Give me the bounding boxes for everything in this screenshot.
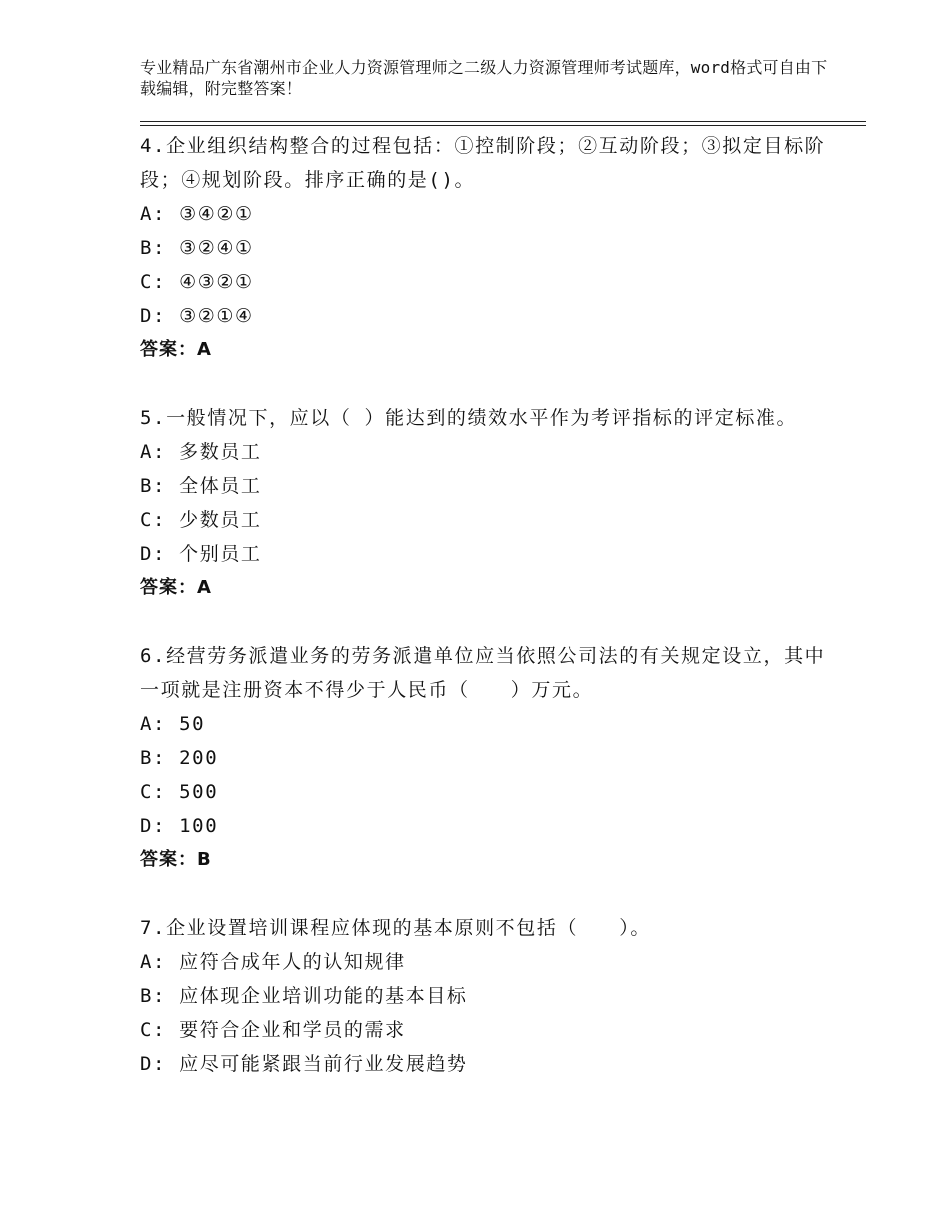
question-4 [140, 129, 840, 367]
question-5 [140, 401, 840, 605]
option-a: A: 多数员工 [140, 441, 262, 463]
option-d: D: 个别员工 [140, 543, 262, 565]
option-a: A: 50 [140, 713, 206, 735]
question-stem: 7.企业设置培训课程应体现的基本原则不包括（ ）。 [140, 917, 651, 939]
option-a: A: ③④②① [140, 203, 254, 225]
option-d: D: ③②①④ [140, 305, 254, 327]
option-b: B: 200 [140, 747, 219, 769]
option-c: C: 少数员工 [140, 509, 262, 531]
answer-label: 答案：A [140, 577, 212, 598]
option-c: C: ④③②① [140, 271, 254, 293]
header-divider-bottom [140, 125, 866, 126]
answer-label: 答案：A [140, 339, 212, 360]
document-header: 专业精品广东省潮州市企业人力资源管理师之二级人力资源管理师考试题库，word格式可自由下载编辑，附完整答案！ [140, 58, 828, 98]
option-b: B: ③②④① [140, 237, 254, 259]
question-list [140, 129, 840, 1115]
question-6 [140, 639, 840, 877]
option-c: C: 要符合企业和学员的需求 [140, 1019, 406, 1041]
question-stem: 5.一般情况下，应以（ ）能达到的绩效水平作为考评指标的评定标准。 [140, 407, 798, 429]
option-d: D: 100 [140, 815, 219, 837]
option-b: B: 应体现企业培训功能的基本目标 [140, 985, 468, 1007]
option-d: D: 应尽可能紧跟当前行业发展趋势 [140, 1053, 468, 1075]
question-7 [140, 911, 840, 1081]
answer-label: 答案：B [140, 849, 212, 870]
question-stem: 6.经营劳务派遣业务的劳务派遣单位应当依照公司法的有关规定设立，其中一项就是注册资本不得少于人民币（ ）万元。 [140, 645, 826, 701]
option-a: A: 应符合成年人的认知规律 [140, 951, 406, 973]
option-c: C: 500 [140, 781, 219, 803]
option-b: B: 全体员工 [140, 475, 262, 497]
header-divider-top [140, 121, 866, 122]
question-stem: 4.企业组织结构整合的过程包括：①控制阶段；②互动阶段；③拟定目标阶段；④规划阶段。排序正确的是()。 [140, 135, 826, 191]
